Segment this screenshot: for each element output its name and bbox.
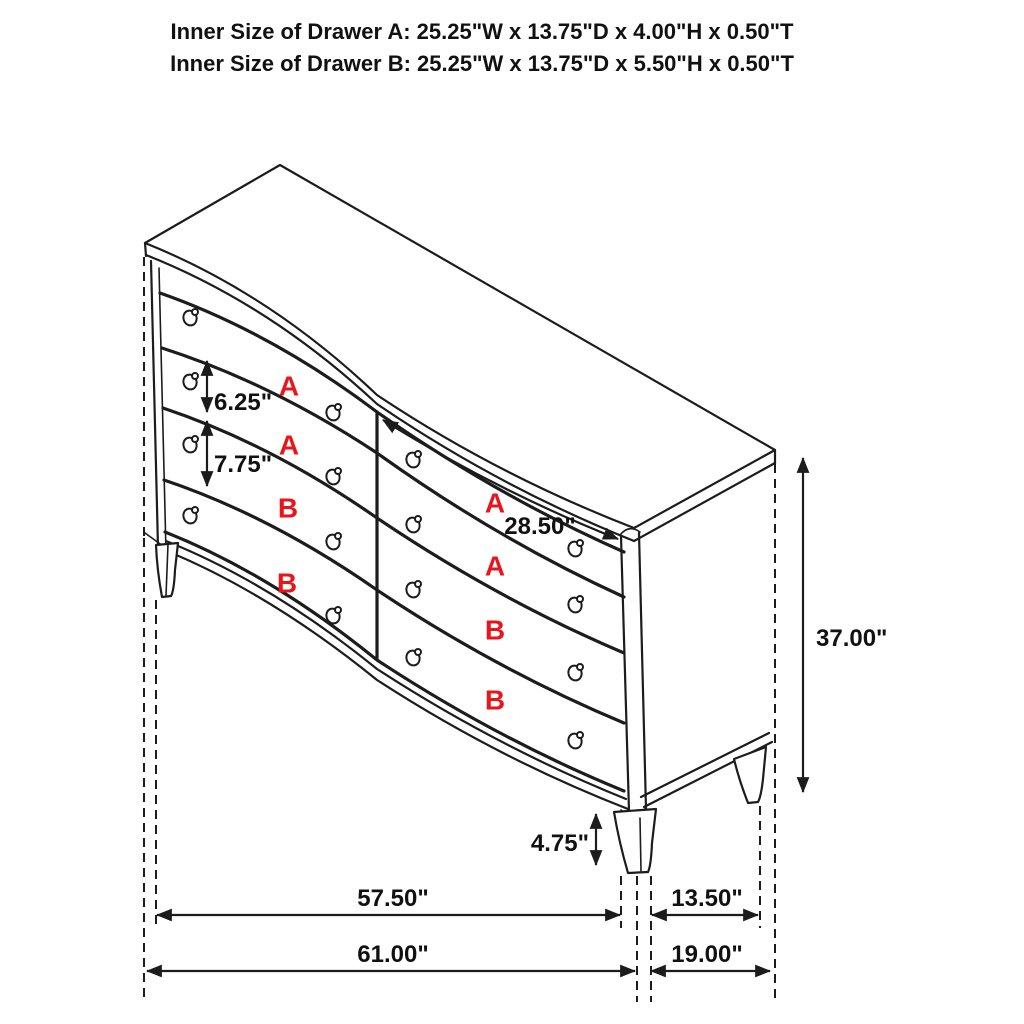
knob-icon — [405, 649, 422, 667]
knob-icon — [567, 664, 584, 682]
knob-icon — [182, 309, 199, 327]
dim-label-side-width: 13.50" — [671, 885, 743, 912]
dim-label-leg-height: 4.75" — [530, 830, 589, 857]
drawer-label: B — [276, 567, 298, 599]
knob-icon — [567, 732, 584, 750]
drawer-a-size-text: Inner Size of Drawer A: 25.25"W x 13.75"D x 4.00"H x 0.50"T — [170, 19, 794, 44]
knob-icon — [405, 581, 422, 599]
drawer-label: B — [484, 614, 506, 646]
drawer-label: A — [484, 487, 506, 519]
knob-icon — [325, 468, 342, 486]
drawer-label: A — [278, 429, 300, 461]
drawer-label: A — [278, 370, 300, 402]
knob-icon — [182, 373, 199, 391]
dim-label-overall-depth: 19.00" — [671, 941, 743, 968]
top-left-corner-edge — [145, 243, 146, 256]
dim-label-overall-height: 37.00" — [816, 625, 888, 652]
drawer-label: A — [484, 550, 506, 582]
dim-label-right-drawer-width: 28.50" — [504, 513, 576, 540]
corner-post-left-edge — [621, 536, 629, 811]
knob-icon — [325, 533, 342, 551]
corner-post-top-cap — [620, 529, 640, 535]
knob-icon — [182, 436, 199, 454]
knob-icon — [405, 516, 422, 534]
drawer-b-size-text: Inner Size of Drawer B: 25.25"W x 13.75"D x 5.50"H x 0.50"T — [170, 51, 794, 76]
dim-label-front-width: 57.50" — [357, 885, 429, 912]
knob-icon — [182, 507, 199, 525]
knob-icon — [325, 404, 342, 422]
knob-icon — [405, 451, 422, 469]
dim-label-drawer-b-height: 7.75" — [214, 451, 273, 478]
drawer4-bottom-edge — [165, 532, 624, 791]
knob-icon — [567, 540, 584, 558]
front-right-leg-edge — [640, 818, 641, 871]
back-right-leg — [734, 747, 766, 803]
dim-label-drawer-a-height: 6.25" — [214, 389, 273, 416]
left-frame-outer — [151, 261, 158, 548]
dim-label-overall-width: 61.00" — [357, 941, 429, 968]
knob-icon — [567, 596, 584, 614]
front-right-leg — [614, 809, 656, 873]
drawer-label: B — [484, 684, 506, 716]
corner-post-right-edge — [639, 533, 646, 809]
drawer-label: B — [277, 492, 299, 524]
